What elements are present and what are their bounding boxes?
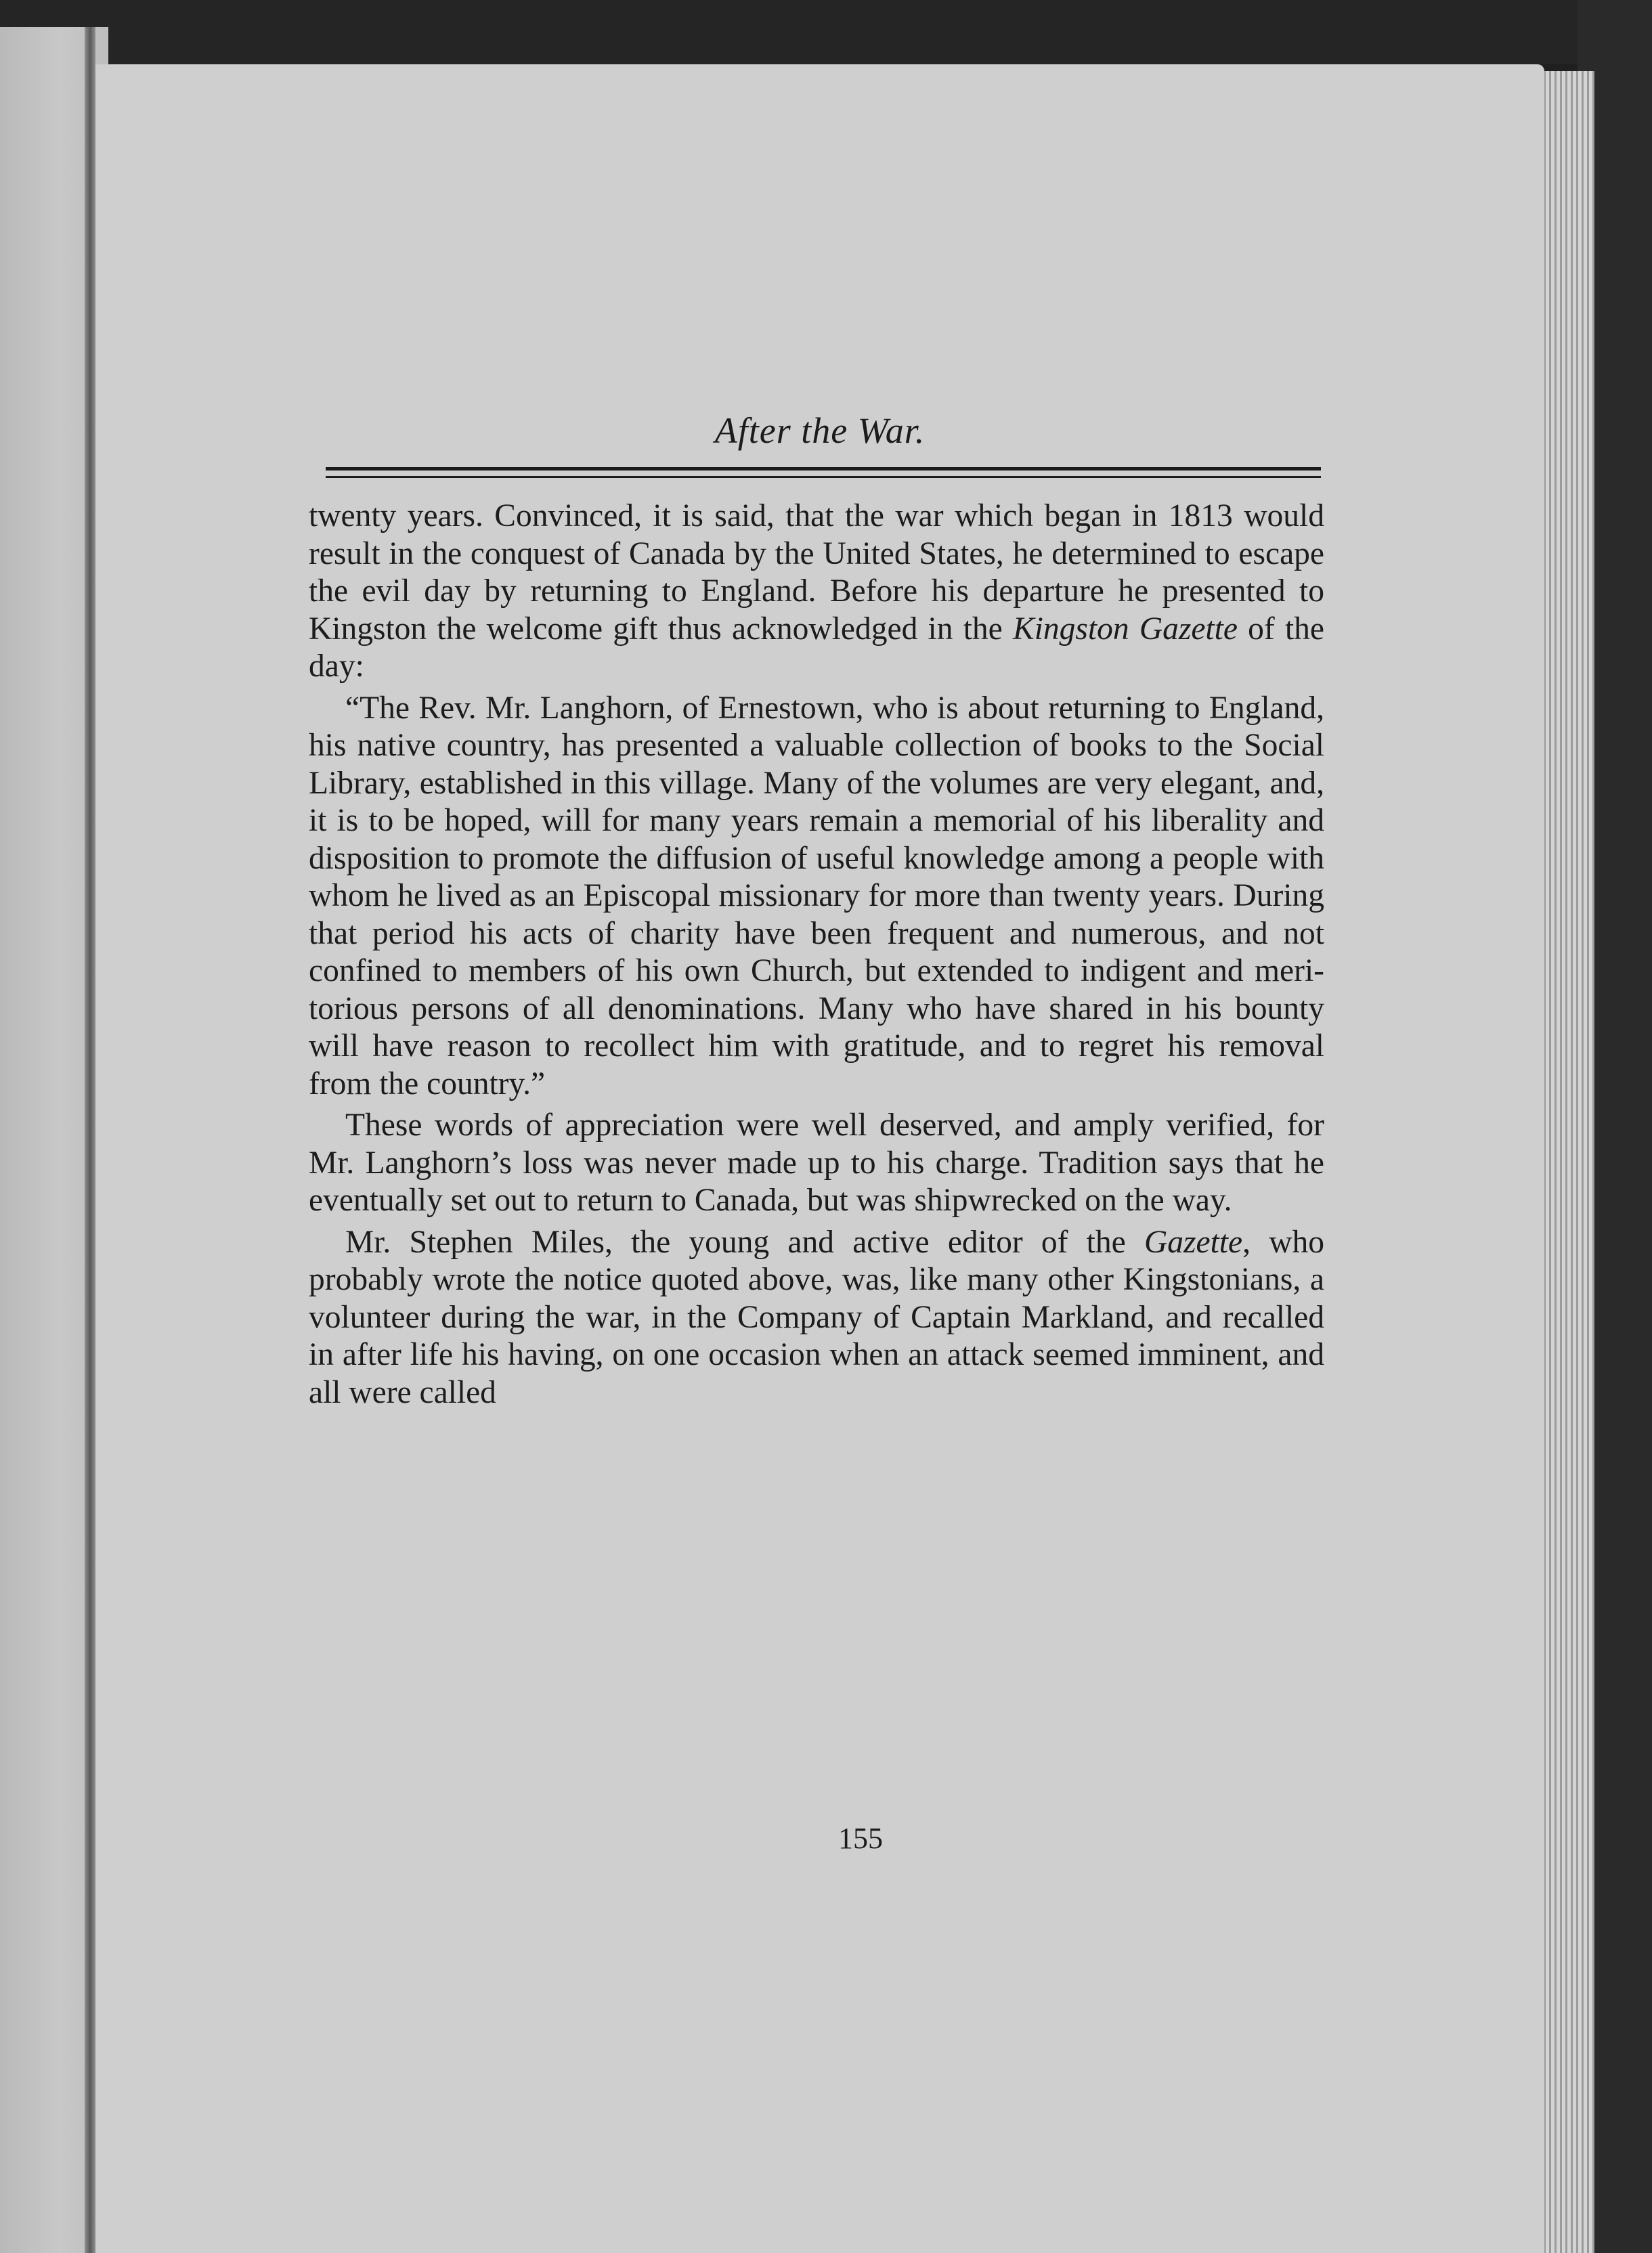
italic-title: Gazette <box>1144 1224 1243 1260</box>
paragraph <box>309 1107 1324 1220</box>
book-page <box>95 64 1544 2253</box>
text-run: twenty years. Convinced, it is said, that the war which began in 1813 would result in the conquest of Canada by the United States, he determined to escape the evil day by returning to England. Before his departure he presented to Kingston the welcome gift thus acknowledged in the <box>309 498 1324 647</box>
paragraph <box>309 1224 1324 1412</box>
paragraph <box>309 498 1324 686</box>
header-rule <box>326 467 1321 478</box>
scan-background-top <box>0 0 1652 64</box>
italic-title: Kingston Gazette <box>1013 611 1238 647</box>
page-edges <box>1540 71 1594 2253</box>
body-text <box>309 498 1324 1416</box>
running-head: After the War. <box>714 410 926 451</box>
book-gutter <box>85 27 95 2253</box>
text-run: These words of appreciation were well deserved, and amply verified, for Mr. Langhorn’s loss was never made up to his charge. Tradition says that he eventually set out to return to Canada, but was shipwrecked on the way. <box>309 1108 1324 1218</box>
text-run: Mr. Stephen Miles, the young and active editor of the <box>345 1224 1144 1260</box>
text-run: , who probably wrote the notice quoted above, was, like many other Kingstonians, a volunteer during the war, in the Company of Captain Markland, and recalled in after life his having, on one occasion when an attack seemed imminent, and all were called <box>309 1224 1324 1410</box>
paragraph <box>309 690 1324 1103</box>
page-number: 155 <box>838 1822 883 1855</box>
quotation-text: “The Rev. Mr. Langhorn, of Ernestown, who is about returning to England, his native country, has presented a valuable collection of books to the Social Library, established in this village. Many of the volumes are very elegant, and, it is to be hoped, will for many years remain a memorial of his liberality and disposition to promote the diffusion of useful knowledge among a people with whom he lived as an Episcopal missionary for more than twenty years. During that period his acts of charity have been frequent and numerous, and not confined to members of his own Church, but extended to indigent and meritorious persons of all denominations. Many who have shared in his bounty will have reason to recollect him with gratitude, and to regret his removal from the country.” <box>309 690 1324 1101</box>
text-run: of the day: <box>309 611 1324 684</box>
